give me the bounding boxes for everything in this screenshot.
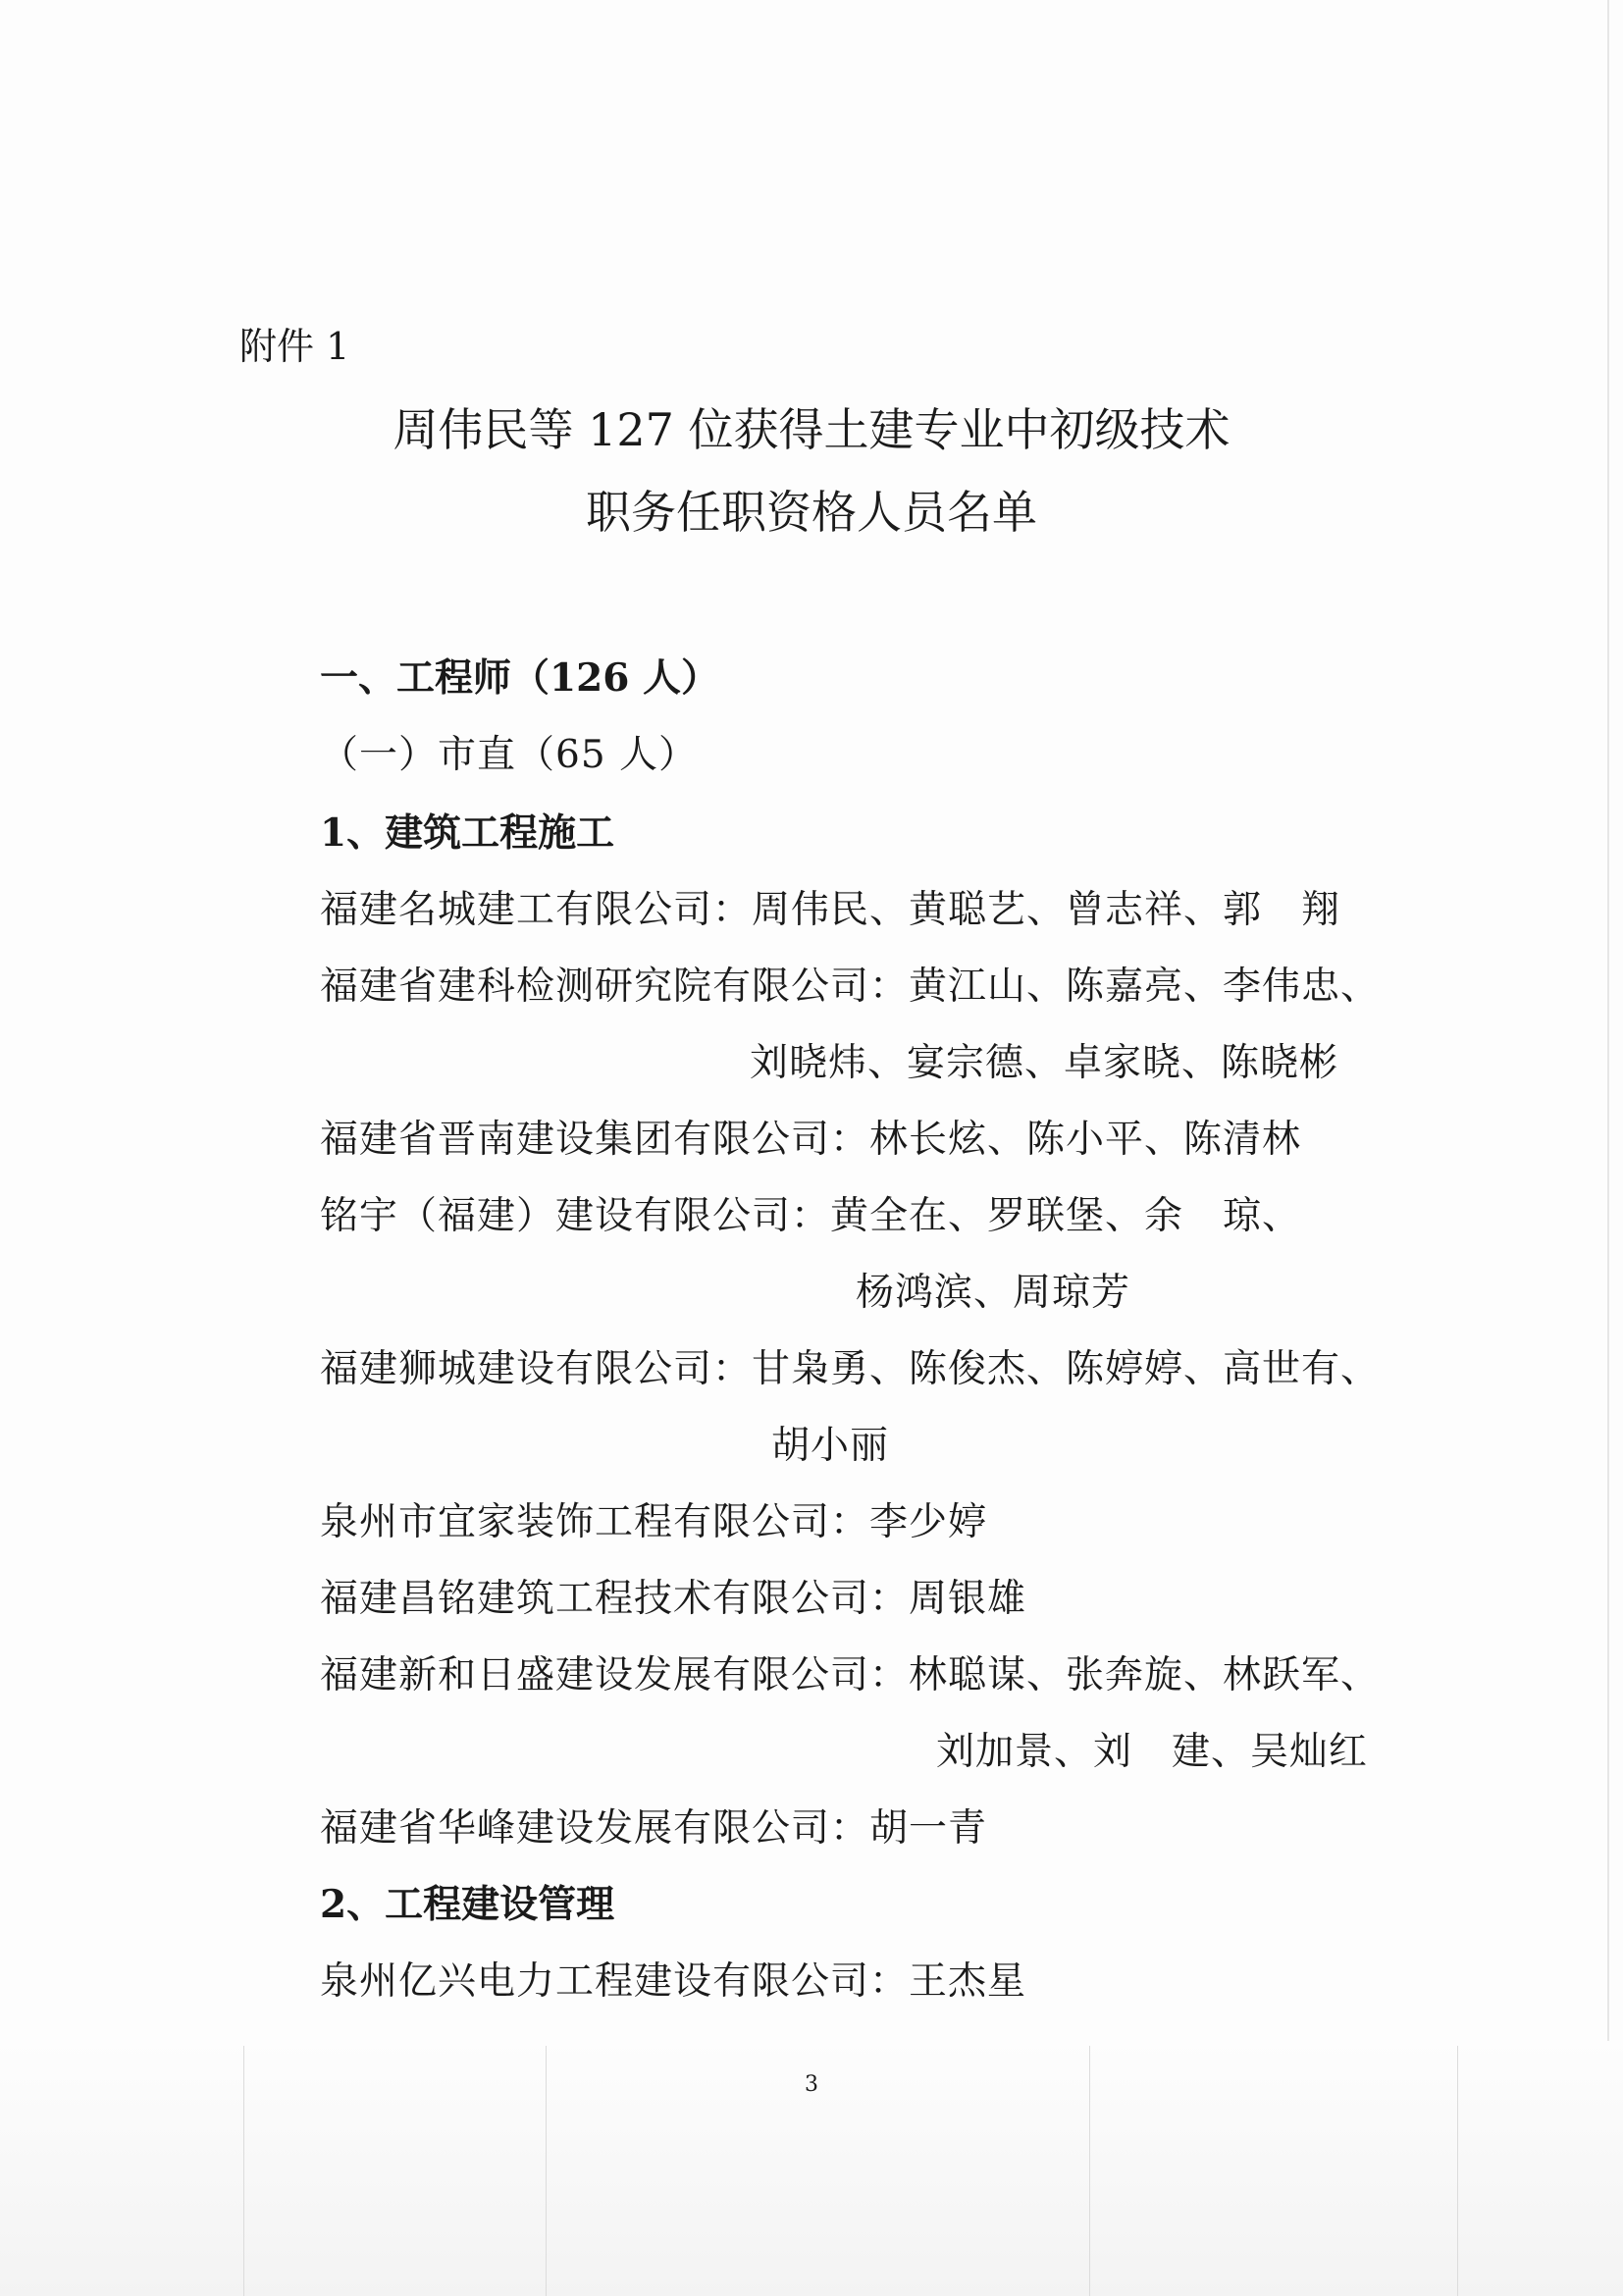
company-line: 福建新和日盛建设发展有限公司：林聪谋、张奔旋、林跃军、 — [320, 1653, 1381, 1697]
company-line-continuation: 胡小丽 — [771, 1424, 890, 1468]
company-line: 泉州市宜家装饰工程有限公司：李少婷 — [320, 1500, 988, 1544]
scan-edge — [1607, 0, 1609, 2296]
company-line: 泉州亿兴电力工程建设有限公司：王杰星 — [320, 1959, 1027, 2004]
attachment-label: 附件 1 — [239, 325, 350, 368]
category-heading-management: 2、工程建设管理 — [320, 1882, 615, 1927]
company-line-continuation: 刘晓炜、宴宗德、卓家晓、陈晓彬 — [750, 1041, 1339, 1085]
company-line: 铭宇（福建）建设有限公司：黄全在、罗联堡、余 琼、 — [320, 1194, 1302, 1238]
document-title-line-1: 周伟民等 127 位获得土建专业中初级技术 — [393, 403, 1230, 456]
company-line: 福建省华峰建设发展有限公司：胡一青 — [320, 1806, 988, 1851]
page-number: 3 — [805, 2072, 818, 2097]
company-line-continuation: 刘加景、刘 建、吴灿红 — [936, 1730, 1369, 1774]
company-line: 福建省建科检测研究院有限公司：黄江山、陈嘉亮、李伟忠、 — [320, 965, 1381, 1009]
subsection-heading-municipal: （一）市直（65 人） — [320, 733, 699, 777]
section-heading-engineers: 一、工程师（126 人） — [320, 655, 719, 701]
company-line: 福建名城建工有限公司：周伟民、黄聪艺、曾志祥、郭 翔 — [320, 888, 1341, 932]
company-line-continuation: 杨鸿滨、周琼芳 — [856, 1271, 1131, 1315]
company-line: 福建省晋南建设集团有限公司：林长炫、陈小平、陈清林 — [320, 1118, 1302, 1162]
category-heading-construction: 1、建筑工程施工 — [320, 810, 615, 856]
company-line: 福建昌铭建筑工程技术有限公司：周银雄 — [320, 1577, 1027, 1621]
document-title-line-2: 职务任职资格人员名单 — [586, 486, 1037, 539]
company-line: 福建狮城建设有限公司：甘枭勇、陈俊杰、陈婷婷、高世有、 — [320, 1347, 1381, 1391]
